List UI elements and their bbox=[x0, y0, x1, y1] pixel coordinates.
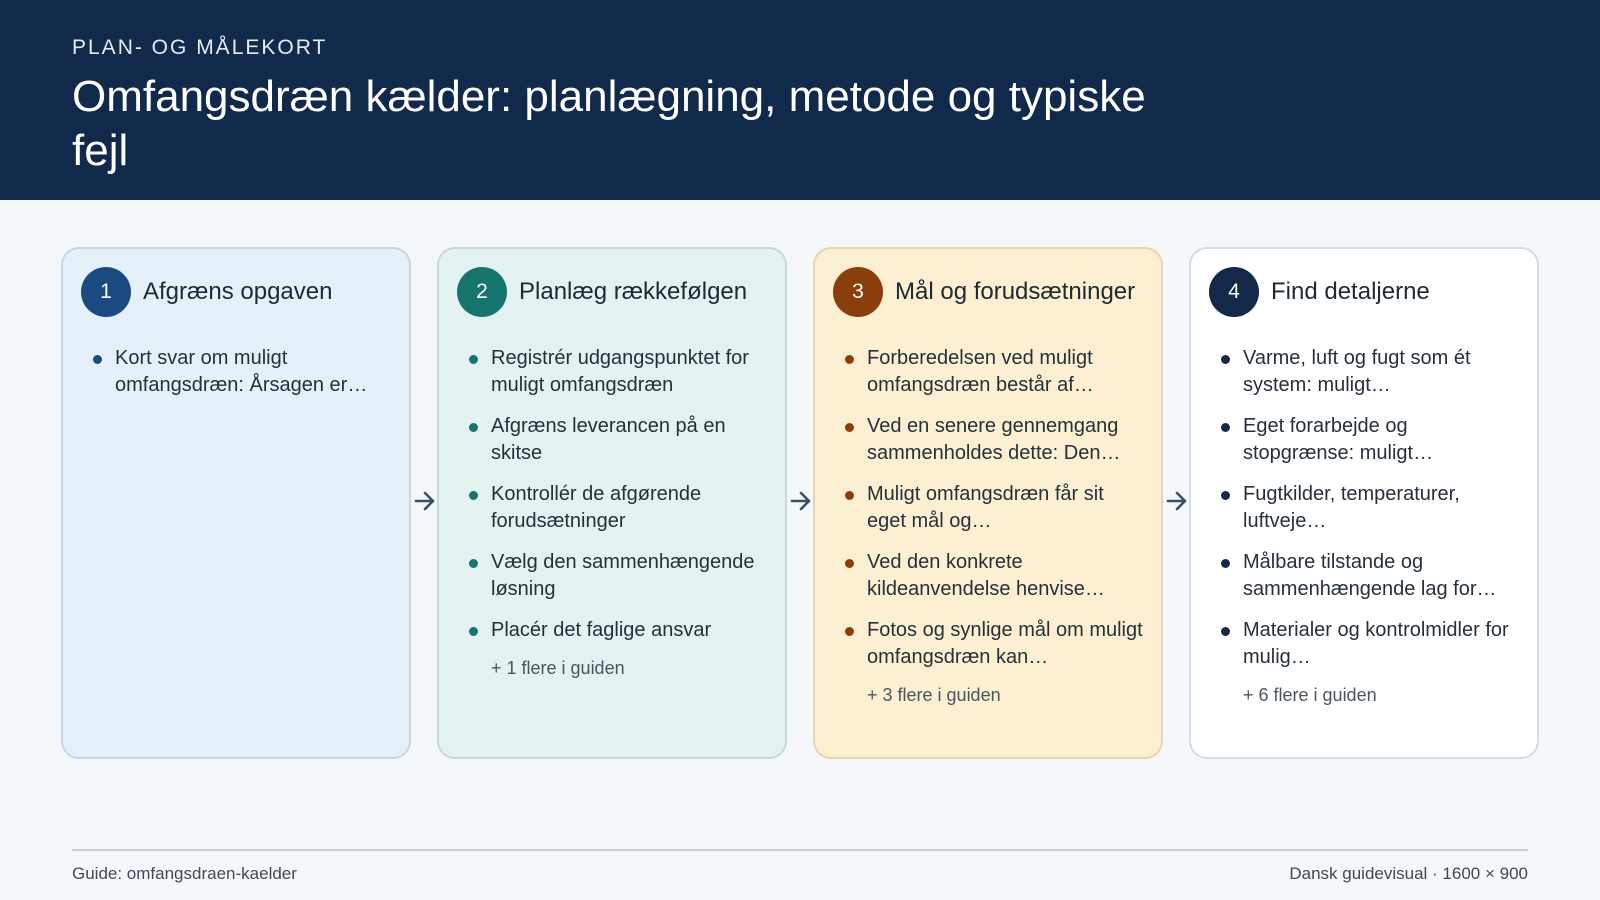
step-card-header bbox=[81, 267, 391, 317]
list-item-text: Registrér udgangspunktet for muligt omfangsdræn bbox=[491, 347, 749, 396]
list-item-text: Kontrollér de afgørende forudsætninger bbox=[491, 483, 702, 532]
list-item bbox=[1221, 345, 1519, 399]
footer-meta-label: Dansk guidevisual · 1600 × 900 bbox=[1289, 864, 1528, 883]
list-item bbox=[469, 549, 767, 603]
step-card-3 bbox=[813, 247, 1163, 759]
list-item bbox=[845, 345, 1143, 399]
list-item bbox=[469, 345, 767, 399]
bullet-icon bbox=[1221, 423, 1230, 432]
list-item-text: Fugtkilder, temperaturer, luftveje… bbox=[1243, 483, 1460, 532]
list-item-text: Forberedelsen ved muligt omfangsdræn består af… bbox=[867, 347, 1094, 396]
bullet-icon bbox=[845, 355, 854, 364]
page-title: Omfangsdræn kælder: planlægning, metode og typiske fejl bbox=[72, 72, 1146, 175]
step-card-header bbox=[833, 267, 1143, 317]
step-card-2 bbox=[437, 247, 787, 759]
bullet-icon bbox=[469, 355, 478, 364]
bullet-icon bbox=[1221, 627, 1230, 636]
step-card-header bbox=[457, 267, 767, 317]
step-item-list bbox=[833, 345, 1143, 671]
list-item-text: Materialer og kontrolmidler for mulig… bbox=[1243, 619, 1509, 668]
footer-divider bbox=[72, 849, 1528, 851]
list-item bbox=[845, 617, 1143, 671]
list-item-text: Muligt omfangsdræn får sit eget mål og… bbox=[867, 483, 1104, 532]
bullet-icon bbox=[469, 491, 478, 500]
step-card-4 bbox=[1189, 247, 1539, 759]
step-item-list bbox=[457, 345, 767, 644]
step-flow bbox=[61, 247, 1539, 759]
list-item bbox=[469, 481, 767, 535]
list-item-text: Varme, luft og fugt som ét system: muligt… bbox=[1243, 347, 1471, 396]
step-number-badge: 4 bbox=[1209, 267, 1259, 317]
list-item bbox=[1221, 617, 1519, 671]
bullet-icon bbox=[93, 355, 102, 364]
bullet-icon bbox=[1221, 355, 1230, 364]
footer-guide-label: Guide: omfangsdraen-kaelder bbox=[72, 864, 297, 883]
step-title: Planlæg rækkefølgen bbox=[519, 278, 748, 305]
step-number-badge: 2 bbox=[457, 267, 507, 317]
step-item-list bbox=[1209, 345, 1519, 671]
arrow-right-icon bbox=[414, 489, 436, 513]
step-number-badge: 1 bbox=[81, 267, 131, 317]
list-item bbox=[845, 413, 1143, 467]
step-title: Afgræns opgaven bbox=[143, 278, 333, 305]
list-item-text: Ved den konkrete kildeanvendelse henvise… bbox=[867, 551, 1105, 600]
bullet-icon bbox=[1221, 559, 1230, 568]
bullet-icon bbox=[845, 559, 854, 568]
bullet-icon bbox=[469, 423, 478, 432]
list-item-text: Eget forarbejde og stopgrænse: muligt… bbox=[1243, 415, 1434, 464]
list-item-text: Ved en senere gennemgang sammenholdes dette: Den… bbox=[867, 415, 1121, 464]
list-item bbox=[1221, 481, 1519, 535]
step-card-1 bbox=[61, 247, 411, 759]
step-title: Mål og forudsætninger bbox=[895, 278, 1136, 305]
step-item-list bbox=[81, 345, 391, 399]
list-item bbox=[1221, 549, 1519, 603]
list-item bbox=[1221, 413, 1519, 467]
bullet-icon bbox=[469, 627, 478, 636]
step-card-header bbox=[1209, 267, 1519, 317]
list-item bbox=[93, 345, 391, 399]
list-item bbox=[845, 481, 1143, 535]
list-item-text: Kort svar om muligt omfangsdræn: Årsagen er… bbox=[115, 347, 368, 396]
bullet-icon bbox=[845, 423, 854, 432]
header bbox=[0, 0, 1600, 200]
bullet-icon bbox=[845, 627, 854, 636]
more-in-guide-note: + 1 flere i guiden bbox=[491, 658, 625, 678]
list-item-text: Fotos og synlige mål om muligt omfangsdræn kan… bbox=[867, 619, 1143, 668]
more-in-guide-note: + 3 flere i guiden bbox=[867, 685, 1001, 705]
list-item bbox=[845, 549, 1143, 603]
eyebrow-label: PLAN- OG MÅLEKORT bbox=[72, 36, 328, 59]
step-title: Find detaljerne bbox=[1271, 278, 1430, 305]
bullet-icon bbox=[1221, 491, 1230, 500]
bullet-icon bbox=[845, 491, 854, 500]
arrow-right-icon bbox=[790, 489, 812, 513]
list-item-text: Afgræns leverancen på en skitse bbox=[491, 415, 726, 464]
arrow-right-icon bbox=[1166, 489, 1188, 513]
list-item bbox=[469, 413, 767, 467]
list-item bbox=[469, 617, 767, 644]
list-item-text: Målbare tilstande og sammenhængende lag for… bbox=[1243, 551, 1497, 600]
bullet-icon bbox=[469, 559, 478, 568]
list-item-text: Placér det faglige ansvar bbox=[491, 619, 712, 641]
step-number-badge: 3 bbox=[833, 267, 883, 317]
more-in-guide-note: + 6 flere i guiden bbox=[1243, 685, 1377, 705]
list-item-text: Vælg den sammenhængende løsning bbox=[491, 551, 755, 600]
